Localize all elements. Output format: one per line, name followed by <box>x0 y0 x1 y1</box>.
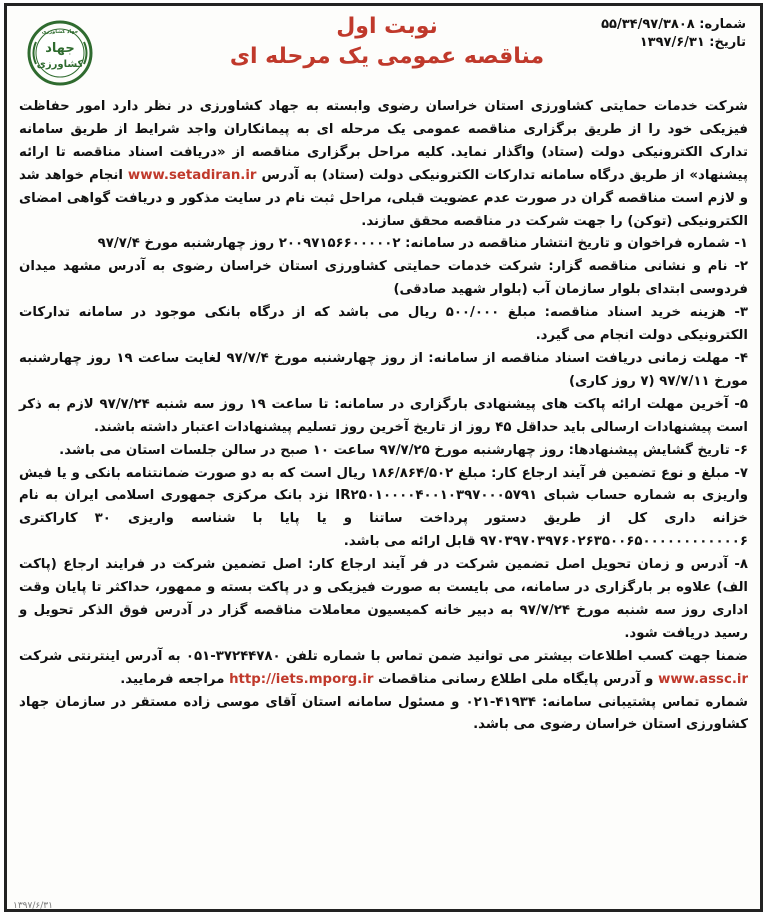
jahad-keshavarzi-logo-icon <box>27 18 93 88</box>
round-title: نوبت اول <box>336 14 438 39</box>
list-item <box>19 256 748 302</box>
date-label: تاریخ: <box>709 35 746 50</box>
list-item <box>19 440 748 463</box>
intro-paragraph <box>19 96 748 233</box>
assc-link[interactable]: www.assc.ir <box>658 671 748 687</box>
list-item <box>19 348 748 394</box>
item-text: آخرین مهلت ارائه پاکت های پیشنهادی بارگزاری در سامانه: تا ساعت ۱۹ روز سه شنبه ۹۷/۷/۲۴ لازم به ذکر است پیشنهادات ارسالی باید حداقل ۴۵ روز از تاریخ آخرین روز تسلیم پیشنهادات اعتبار داشته باشند. <box>19 396 748 435</box>
number-value: ۵۵/۳۴/۹۷/۳۸۰۸ <box>601 17 695 32</box>
item-number: ۶- <box>734 442 748 458</box>
item-number: ۴- <box>734 350 748 366</box>
contact-text-3: مراجعه فرمایید. <box>120 671 225 687</box>
item-number: ۲- <box>734 259 748 275</box>
list-item <box>19 463 748 555</box>
intro-text-2: انجام خواهد شد و لازم است مناقصه گران در صورت عدم عضویت قبلی، مراحل ثبت نام در سایت مذکور و دریافت گواهی امضای الکترونیکی (توکن) را جهت شرکت در مناقصه محقق سازند. <box>19 167 748 229</box>
contact-text-1: ضمنا جهت کسب اطلاعات بیشتر می توانید ضمن تماس با شماره تلفن ۳۷۲۴۴۷۸۰-۰۵۱ به آدرس اینترنتی شرکت <box>19 648 748 664</box>
item-text: مهلت زمانی دریافت اسناد مناقصه از سامانه: از روز چهارشنبه مورخ ۹۷/۷/۴ لغایت ساعت ۱۹ روز چهارشنبه مورخ ۹۷/۷/۱۱ (۷ روز کاری) <box>19 350 748 389</box>
support-paragraph: شماره تماس پشتیبانی سامانه: ۴۱۹۳۴-۰۲۱ و مسئول سامانه استان آقای موسی زاده مستقر در سازمان جهاد کشاورزی استان خراسان رضوی می باشد. <box>19 694 748 733</box>
list-item <box>19 554 748 646</box>
setadiran-link[interactable]: www.setadiran.ir <box>127 167 257 183</box>
item-text: شماره فراخوان و تاریخ انتشار مناقصه در سامانه: ۲۰۰۹۷۱۵۶۶۰۰۰۰۰۲ روز چهارشنبه مورخ ۹۷/۷/۴ <box>97 236 730 252</box>
list-item <box>19 302 748 348</box>
contact-paragraph <box>19 646 748 692</box>
item-text: تاریخ گشایش پیشنهادها: روز چهارشنبه مورخ ۹۷/۷/۲۵ ساعت ۱۰ صبح در سالن جلسات استان می باشد. <box>59 442 730 458</box>
logo-small-text: جهاد کشاورزی <box>41 29 79 35</box>
number-row <box>576 16 746 34</box>
number-label: شماره: <box>699 17 746 32</box>
date-row <box>576 34 746 52</box>
logo-bottom-text: کشاورزی <box>36 59 84 70</box>
logo-top-text: جهاد <box>45 41 75 56</box>
title-block <box>207 12 567 72</box>
iets-link[interactable]: http://iets.mporg.ir <box>229 671 374 687</box>
reference-info <box>576 16 746 52</box>
item-number: ۱- <box>734 236 748 252</box>
item-number: ۵- <box>734 396 748 412</box>
contact-text-2: و آدرس پایگاه ملی اطلاع رسانی مناقصات <box>378 671 654 687</box>
item-number: ۷- <box>734 465 748 481</box>
footer-code: ۱۳۹۷/۶/۳۱ <box>13 901 53 911</box>
notice-frame <box>4 3 763 912</box>
tender-title: مناقصه عمومی یک مرحله ای <box>229 44 545 69</box>
notice-body <box>19 96 748 737</box>
item-text: هزینه خرید اسناد مناقصه: مبلغ ۵۰۰/۰۰۰ ریال می باشد که از درگاه بانکی موجود در سامانه تدارکات الکترونیکی دولت انجام می گیرد. <box>19 305 748 344</box>
list-item <box>19 233 748 256</box>
list-item <box>19 394 748 440</box>
item-number: ۳- <box>734 305 749 321</box>
intro-text-1: شرکت خدمات حمایتی کشاورزی استان خراسان رضوی وابسته به جهاد کشاورزی در نظر دارد امور حفاظت فیزیکی خود را از طریق برگزاری مناقصه عمومی یک مرحله ای به پیمانکاران واجد شرایط از طریق سامانه تدارک الکترونیکی دولت (ستاد) واگذار نماید. کلیه مراحل برگزاری مناقصه از «دریافت اسناد مناقصه تا ارائه پیشنهاد» از طریق درگاه سامانه تدارکات الکترونیکی دولت (ستاد) به آدرس <box>19 99 748 183</box>
item-text: نام و نشانی مناقصه گزار: شرکت خدمات حمایتی کشاورزی استان خراسان رضوی به آدرس مشهد میدان فردوسی ابتدای بلوار سازمان آب (بلوار شهید صادقی) <box>19 259 748 298</box>
item-text: مبلغ و نوع تضمین فر آیند ارجاع کار: مبلغ ۱۸۶/۸۶۴/۵۰۲ ریال است که به دو صورت ضمانتنامه بانکی و یا فیش واریزی به شماره حساب شبای IR۲۵۰۱۰۰۰۰۴۰۰۱۰۳۹۷۰۰۰۵۷۹۱ نزد بانک مرکزی جمهوری اسلامی ایران به نام خزانه داری کل از طریق دستور پرداخت ساتنا و یا پایا با شناسه واریزی ۳۰ کاراکتری ۹۷۰۳۹۷۰۳۹۷۶۰۲۶۳۵۰۰۶۵۰۰۰۰۰۰۰۰۰۰۰۰۶ قابل ارائه می باشد. <box>19 465 748 550</box>
item-text: آدرس و زمان تحویل اصل تضمین شرکت در فر آیند ارجاع کار: اصل تضمین شرکت در فرایند ارجاع (پاکت الف) علاوه بر بارگزاری در سامانه، می بایست به صورت فیزیکی و در پاکت بسته و ممهور، حداکثر تا پایان وقت اداری روز سه شنبه مورخ ۹۷/۷/۲۴ به دبیر خانه کمیسیون معاملات مناقصه گزار در آدرس فوق الذکر تحویل و رسید دریافت شود. <box>19 557 748 641</box>
date-value: ۱۳۹۷/۶/۳۱ <box>639 35 705 50</box>
item-number: ۸- <box>734 557 748 573</box>
